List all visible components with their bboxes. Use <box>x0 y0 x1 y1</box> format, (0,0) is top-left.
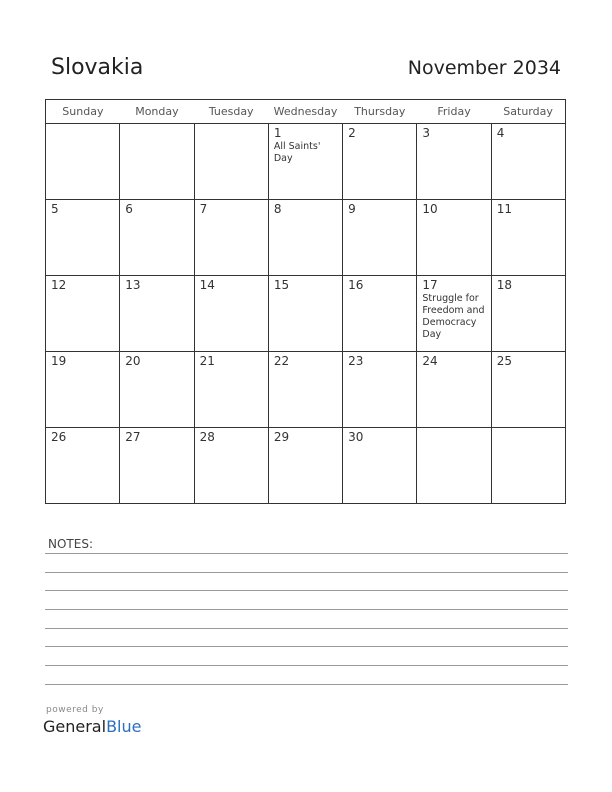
day-cell <box>194 352 268 428</box>
day-number: 13 <box>125 278 141 292</box>
day-cell <box>46 124 120 200</box>
day-number: 1 <box>273 126 282 140</box>
day-number: 14 <box>199 278 215 292</box>
day-cell <box>417 124 491 200</box>
brand-blue: Blue <box>106 717 142 736</box>
day-cell <box>268 124 342 200</box>
day-number: 30 <box>348 430 364 444</box>
day-number: 7 <box>199 202 208 216</box>
day-cell <box>120 124 194 200</box>
holiday-label: Struggle for Freedom and Democracy Day <box>422 293 485 340</box>
notes-line <box>45 553 568 554</box>
day-number: 20 <box>125 354 141 368</box>
notes-label: NOTES: <box>48 537 93 551</box>
notes-line <box>45 646 568 647</box>
day-cell <box>491 276 565 352</box>
calendar-week-row <box>46 200 566 276</box>
day-cell <box>46 428 120 504</box>
day-number: 26 <box>51 430 67 444</box>
day-cell <box>417 276 491 352</box>
day-number: 19 <box>51 354 67 368</box>
day-cell <box>194 276 268 352</box>
brand-logo[interactable] <box>43 717 141 736</box>
day-cell <box>343 124 417 200</box>
day-cell <box>120 200 194 276</box>
day-cell <box>268 352 342 428</box>
day-number: 3 <box>422 126 431 140</box>
calendar-week-row <box>46 352 566 428</box>
notes-line <box>45 628 568 629</box>
notes-line <box>45 590 568 591</box>
day-cell <box>46 352 120 428</box>
day-cell <box>120 428 194 504</box>
weekday-thursday: Thursday <box>343 100 417 124</box>
day-cell <box>417 352 491 428</box>
weekday-sunday: Sunday <box>46 100 120 124</box>
day-cell <box>46 200 120 276</box>
weekday-wednesday: Wednesday <box>268 100 342 124</box>
day-number: 5 <box>51 202 59 216</box>
notes-line <box>45 572 568 573</box>
notes-line <box>45 609 568 610</box>
day-number: 25 <box>496 354 512 368</box>
day-cell <box>343 352 417 428</box>
day-number: 10 <box>422 202 438 216</box>
day-cell <box>268 428 342 504</box>
brand-general: General <box>43 717 107 736</box>
day-cell <box>46 276 120 352</box>
day-cell <box>417 200 491 276</box>
weekday-saturday: Saturday <box>491 100 565 124</box>
month-year-title: November 2034 <box>407 57 561 79</box>
day-cell <box>491 428 565 504</box>
day-cell <box>194 428 268 504</box>
day-number: 24 <box>422 354 438 368</box>
day-number: 4 <box>496 126 505 140</box>
day-number: 6 <box>125 202 133 216</box>
day-number: 15 <box>273 278 290 292</box>
day-cell <box>491 124 565 200</box>
day-cell <box>268 276 342 352</box>
day-number: 2 <box>348 126 356 140</box>
day-number: 8 <box>273 202 282 216</box>
day-number: 12 <box>51 278 67 292</box>
day-number: 18 <box>496 278 512 292</box>
calendar-week-row <box>46 124 566 200</box>
notes-line <box>45 684 568 685</box>
day-number: 28 <box>199 430 215 444</box>
day-cell <box>120 276 194 352</box>
day-number: 22 <box>273 354 290 368</box>
day-cell <box>491 352 565 428</box>
day-cell <box>120 352 194 428</box>
day-number: 29 <box>273 430 290 444</box>
calendar-week-row <box>46 276 566 352</box>
day-cell <box>343 276 417 352</box>
weekday-monday: Monday <box>120 100 194 124</box>
weekday-header-row <box>46 100 566 124</box>
calendar-body <box>46 124 566 504</box>
day-cell <box>268 200 342 276</box>
weekday-friday: Friday <box>417 100 491 124</box>
country-title: Slovakia <box>51 55 144 80</box>
day-cell <box>417 428 491 504</box>
day-number: 11 <box>496 202 512 216</box>
holiday-label: All Saints' Day <box>273 141 321 164</box>
weekday-tuesday: Tuesday <box>194 100 268 124</box>
day-number: 23 <box>348 354 364 368</box>
day-cell <box>194 124 268 200</box>
calendar-week-row <box>46 428 566 504</box>
powered-by-text: powered by <box>46 705 104 715</box>
calendar-grid <box>45 99 566 504</box>
day-number: 16 <box>348 278 364 292</box>
notes-line <box>45 665 568 666</box>
day-number: 21 <box>199 354 215 368</box>
day-cell <box>343 200 417 276</box>
day-cell <box>491 200 565 276</box>
day-number: 9 <box>348 202 356 216</box>
day-number: 17 <box>422 278 438 292</box>
day-cell <box>194 200 268 276</box>
day-number: 27 <box>125 430 141 444</box>
day-cell <box>343 428 417 504</box>
